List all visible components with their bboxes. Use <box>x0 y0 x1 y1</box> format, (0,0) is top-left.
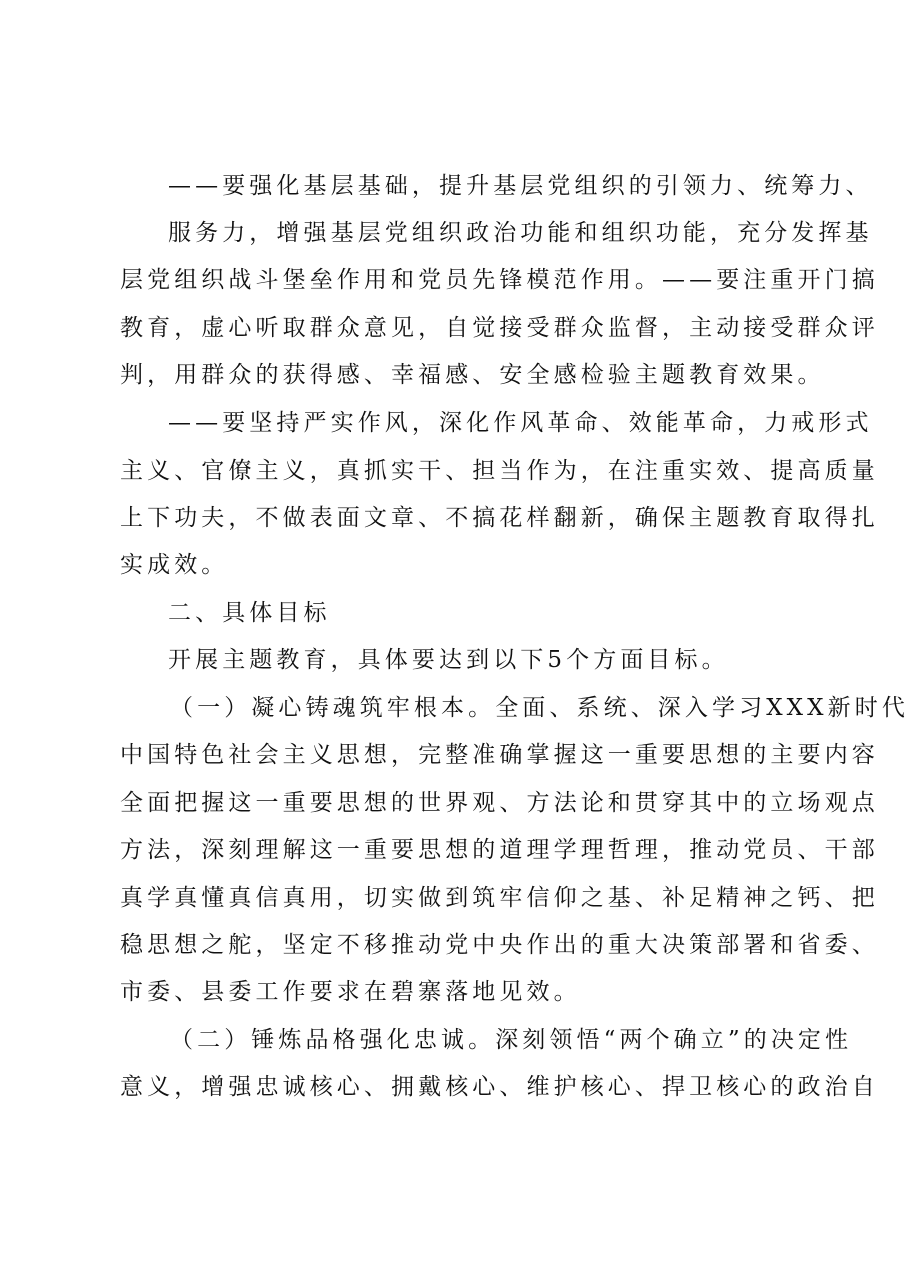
paragraph-line: 稳思想之舵，坚定不移推动党中央作出的重大决策部署和省委、 <box>120 932 879 958</box>
paragraph-line: 开展主题教育，具体要达到以下5个方面目标。 <box>168 647 729 673</box>
paragraph-line: 意义，增强忠诚核心、拥戴核心、维护核心、捍卫核心的政治自 <box>120 1074 879 1100</box>
paragraph-line: 实成效。 <box>120 552 229 578</box>
paragraph-line: 主义、官僚主义，真抓实干、担当作为，在注重实效、提高质量 <box>120 458 879 484</box>
paragraph-line: 层党组织战斗堡垒作用和党员先锋模范作用。——要注重开门搞 <box>120 267 879 293</box>
paragraph-line: 全面把握这一重要思想的世界观、方法论和贯穿其中的立场观点 <box>120 790 879 816</box>
paragraph-line: 上下功夫，不做表面文章、不搞花样翻新，确保主题教育取得扎 <box>120 505 879 531</box>
paragraph-line: 教育，虚心听取群众意见，自觉接受群众监督，主动接受群众评 <box>120 315 879 341</box>
paragraph-line: 中国特色社会主义思想，完整准确掌握这一重要思想的主要内容 <box>120 742 879 768</box>
paragraph-line: 方法，深刻理解这一重要思想的道理学理哲理，推动党员、干部 <box>120 837 879 863</box>
paragraph-line: 市委、县委工作要求在碧寨落地见效。 <box>120 979 581 1005</box>
paragraph-line: （一）凝心铸魂筑牢根本。全面、系统、深入学习XXX新时代 <box>170 695 909 721</box>
section-heading: 二、具体目标 <box>168 600 331 626</box>
paragraph-line: （二）锤炼品格强化忠诚。深刻领悟“两个确立”的决定性 <box>170 1027 853 1053</box>
paragraph-line: ——要坚持严实作风，深化作风革命、效能革命，力戒形式 <box>168 410 873 436</box>
paragraph-line: 真学真懂真信真用，切实做到筑牢信仰之基、补足精神之钙、把 <box>120 885 879 911</box>
paragraph-line: 判，用群众的获得感、幸福感、安全感检验主题教育效果。 <box>120 362 825 388</box>
paragraph-line: 服务力，增强基层党组织政治功能和组织功能，充分发挥基 <box>168 220 873 246</box>
paragraph-line: ——要强化基层基础，提升基层党组织的引领力、统筹力、 <box>168 173 873 199</box>
